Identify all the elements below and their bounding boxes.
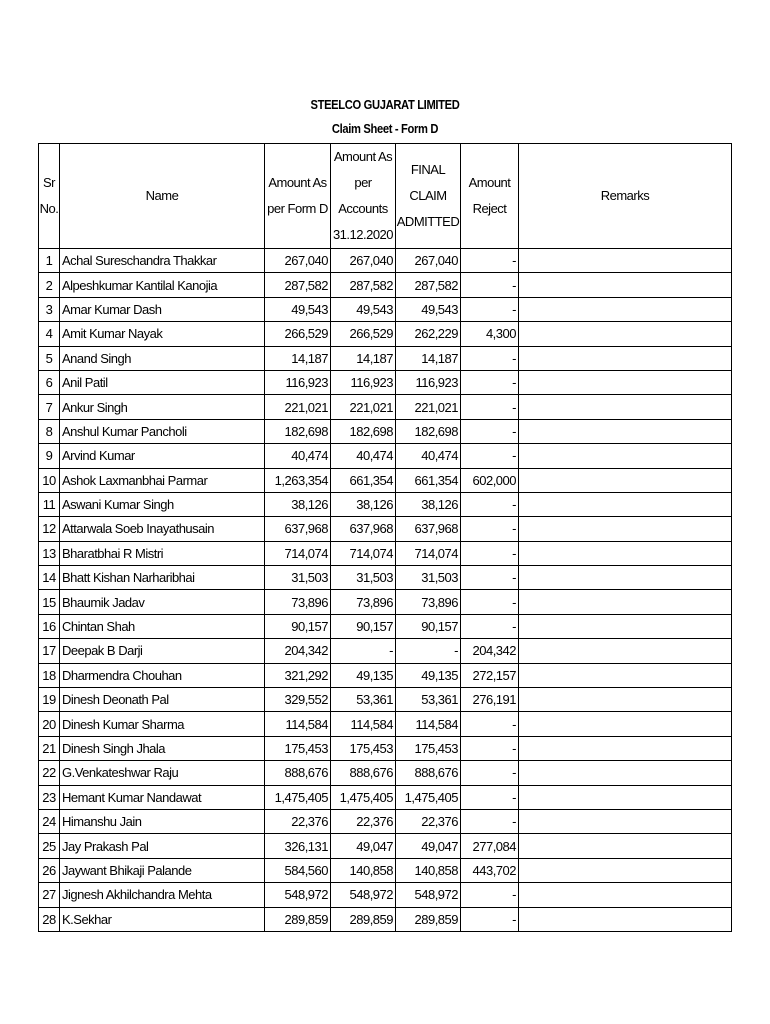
cell-final-claim: - <box>396 639 461 663</box>
table-row <box>39 858 732 882</box>
cell-amount-accounts: 266,529 <box>331 322 396 346</box>
cell-sr: 1 <box>39 249 60 273</box>
cell-sr: 17 <box>39 639 60 663</box>
cell-remarks <box>519 712 732 736</box>
cell-name: Bharatbhai R Mistri <box>60 541 265 565</box>
cell-amount-reject: - <box>461 712 519 736</box>
cell-name: Amar Kumar Dash <box>60 297 265 321</box>
cell-amount-reject: - <box>461 492 519 516</box>
cell-final-claim: 888,676 <box>396 761 461 785</box>
cell-name: Alpeshkumar Kantilal Kanojia <box>60 273 265 297</box>
table-row <box>39 419 732 443</box>
table-row <box>39 834 732 858</box>
cell-amount-form-d: 329,552 <box>265 688 331 712</box>
cell-sr: 24 <box>39 809 60 833</box>
cell-final-claim: 548,972 <box>396 883 461 907</box>
cell-amount-form-d: 175,453 <box>265 736 331 760</box>
cell-remarks <box>519 370 732 394</box>
cell-final-claim: 40,474 <box>396 444 461 468</box>
cell-name: Dinesh Singh Jhala <box>60 736 265 760</box>
cell-name: Deepak B Darji <box>60 639 265 663</box>
table-row <box>39 883 732 907</box>
cell-sr: 18 <box>39 663 60 687</box>
cell-amount-form-d: 584,560 <box>265 858 331 882</box>
cell-name: Chintan Shah <box>60 614 265 638</box>
cell-amount-reject: 602,000 <box>461 468 519 492</box>
cell-remarks <box>519 785 732 809</box>
cell-amount-form-d: 287,582 <box>265 273 331 297</box>
cell-amount-form-d: 1,475,405 <box>265 785 331 809</box>
cell-name: Ankur Singh <box>60 395 265 419</box>
cell-remarks <box>519 590 732 614</box>
cell-amount-form-d: 14,187 <box>265 346 331 370</box>
table-row <box>39 395 732 419</box>
cell-name: Dinesh Kumar Sharma <box>60 712 265 736</box>
cell-amount-accounts: 287,582 <box>331 273 396 297</box>
cell-amount-accounts: 140,858 <box>331 858 396 882</box>
table-row <box>39 517 732 541</box>
cell-sr: 4 <box>39 322 60 346</box>
cell-amount-reject: - <box>461 883 519 907</box>
cell-remarks <box>519 273 732 297</box>
cell-amount-reject: - <box>461 614 519 638</box>
cell-amount-accounts: 661,354 <box>331 468 396 492</box>
cell-amount-form-d: 114,584 <box>265 712 331 736</box>
cell-sr: 2 <box>39 273 60 297</box>
cell-name: Dinesh Deonath Pal <box>60 688 265 712</box>
cell-amount-form-d: 714,074 <box>265 541 331 565</box>
table-row <box>39 761 732 785</box>
cell-amount-reject: - <box>461 761 519 785</box>
cell-name: Arvind Kumar <box>60 444 265 468</box>
table-row <box>39 712 732 736</box>
cell-sr: 11 <box>39 492 60 516</box>
table-header <box>39 144 732 249</box>
cell-amount-form-d: 73,896 <box>265 590 331 614</box>
cell-amount-reject: - <box>461 249 519 273</box>
cell-name: Ashok Laxmanbhai Parmar <box>60 468 265 492</box>
cell-amount-reject: 443,702 <box>461 858 519 882</box>
table-row <box>39 346 732 370</box>
cell-amount-reject: 204,342 <box>461 639 519 663</box>
cell-sr: 14 <box>39 566 60 590</box>
cell-amount-accounts: 637,968 <box>331 517 396 541</box>
col-header-accounts: Amount As per Accounts 31.12.2020 <box>331 144 396 249</box>
cell-sr: 3 <box>39 297 60 321</box>
cell-amount-form-d: 637,968 <box>265 517 331 541</box>
cell-amount-reject: - <box>461 785 519 809</box>
cell-final-claim: 49,047 <box>396 834 461 858</box>
cell-amount-reject: - <box>461 273 519 297</box>
cell-amount-reject: - <box>461 517 519 541</box>
col-header-reject: Amount Reject <box>461 144 519 249</box>
table-row <box>39 566 732 590</box>
table-body <box>39 249 732 932</box>
cell-amount-accounts: 267,040 <box>331 249 396 273</box>
cell-remarks <box>519 249 732 273</box>
cell-amount-form-d: 326,131 <box>265 834 331 858</box>
cell-amount-reject: - <box>461 809 519 833</box>
cell-sr: 20 <box>39 712 60 736</box>
cell-name: Anil Patil <box>60 370 265 394</box>
cell-amount-accounts: 38,126 <box>331 492 396 516</box>
cell-amount-reject: 277,084 <box>461 834 519 858</box>
cell-amount-reject: - <box>461 346 519 370</box>
table-row <box>39 809 732 833</box>
cell-final-claim: 49,543 <box>396 297 461 321</box>
cell-final-claim: 287,582 <box>396 273 461 297</box>
cell-remarks <box>519 614 732 638</box>
cell-name: Amit Kumar Nayak <box>60 322 265 346</box>
cell-remarks <box>519 517 732 541</box>
cell-amount-reject: - <box>461 566 519 590</box>
cell-sr: 5 <box>39 346 60 370</box>
cell-name: Jay Prakash Pal <box>60 834 265 858</box>
cell-sr: 22 <box>39 761 60 785</box>
cell-amount-accounts: 175,453 <box>331 736 396 760</box>
cell-sr: 21 <box>39 736 60 760</box>
cell-sr: 6 <box>39 370 60 394</box>
cell-name: Achal Sureschandra Thakkar <box>60 249 265 273</box>
cell-remarks <box>519 395 732 419</box>
cell-amount-reject: - <box>461 370 519 394</box>
cell-sr: 12 <box>39 517 60 541</box>
document-subtitle: Claim Sheet - Form D <box>331 121 439 136</box>
cell-remarks <box>519 834 732 858</box>
cell-name: Anshul Kumar Pancholi <box>60 419 265 443</box>
cell-final-claim: 221,021 <box>396 395 461 419</box>
cell-sr: 28 <box>39 907 60 931</box>
table-row <box>39 541 732 565</box>
cell-name: Attarwala Soeb Inayathusain <box>60 517 265 541</box>
cell-name: Jignesh Akhilchandra Mehta <box>60 883 265 907</box>
table-row <box>39 322 732 346</box>
cell-final-claim: 114,584 <box>396 712 461 736</box>
cell-remarks <box>519 883 732 907</box>
cell-final-claim: 49,135 <box>396 663 461 687</box>
cell-sr: 15 <box>39 590 60 614</box>
cell-remarks <box>519 663 732 687</box>
cell-amount-form-d: 321,292 <box>265 663 331 687</box>
cell-amount-reject: - <box>461 395 519 419</box>
cell-amount-reject: 4,300 <box>461 322 519 346</box>
cell-final-claim: 38,126 <box>396 492 461 516</box>
cell-amount-reject: - <box>461 444 519 468</box>
col-header-remarks: Remarks <box>519 144 732 249</box>
cell-remarks <box>519 444 732 468</box>
cell-amount-accounts: 182,698 <box>331 419 396 443</box>
cell-sr: 26 <box>39 858 60 882</box>
cell-remarks <box>519 541 732 565</box>
cell-amount-accounts: - <box>331 639 396 663</box>
cell-amount-accounts: 53,361 <box>331 688 396 712</box>
cell-final-claim: 116,923 <box>396 370 461 394</box>
cell-amount-accounts: 888,676 <box>331 761 396 785</box>
cell-amount-accounts: 548,972 <box>331 883 396 907</box>
cell-amount-accounts: 31,503 <box>331 566 396 590</box>
table-row <box>39 907 732 931</box>
cell-amount-accounts: 73,896 <box>331 590 396 614</box>
cell-name: Dharmendra Chouhan <box>60 663 265 687</box>
cell-amount-form-d: 90,157 <box>265 614 331 638</box>
cell-final-claim: 267,040 <box>396 249 461 273</box>
cell-amount-accounts: 49,047 <box>331 834 396 858</box>
table-row <box>39 468 732 492</box>
cell-amount-accounts: 714,074 <box>331 541 396 565</box>
cell-remarks <box>519 639 732 663</box>
cell-amount-form-d: 888,676 <box>265 761 331 785</box>
cell-final-claim: 22,376 <box>396 809 461 833</box>
table-row <box>39 688 732 712</box>
cell-sr: 13 <box>39 541 60 565</box>
cell-final-claim: 14,187 <box>396 346 461 370</box>
cell-name: Bhaumik Jadav <box>60 590 265 614</box>
cell-remarks <box>519 297 732 321</box>
cell-remarks <box>519 492 732 516</box>
cell-amount-reject: - <box>461 590 519 614</box>
cell-remarks <box>519 736 732 760</box>
cell-amount-form-d: 31,503 <box>265 566 331 590</box>
cell-final-claim: 53,361 <box>396 688 461 712</box>
table-row <box>39 736 732 760</box>
cell-name: Jaywant Bhikaji Palande <box>60 858 265 882</box>
cell-amount-accounts: 14,187 <box>331 346 396 370</box>
document-title: STEELCO GUJARAT LIMITED <box>310 97 460 112</box>
cell-amount-reject: 272,157 <box>461 663 519 687</box>
table-row <box>39 297 732 321</box>
cell-remarks <box>519 858 732 882</box>
cell-amount-form-d: 266,529 <box>265 322 331 346</box>
cell-name: Anand Singh <box>60 346 265 370</box>
cell-amount-form-d: 289,859 <box>265 907 331 931</box>
cell-amount-accounts: 1,475,405 <box>331 785 396 809</box>
cell-amount-form-d: 49,543 <box>265 297 331 321</box>
cell-remarks <box>519 419 732 443</box>
table-row <box>39 663 732 687</box>
cell-amount-form-d: 1,263,354 <box>265 468 331 492</box>
col-header-final-claim: FINAL CLAIM ADMITTED <box>396 144 461 249</box>
table-row <box>39 614 732 638</box>
cell-sr: 8 <box>39 419 60 443</box>
cell-final-claim: 182,698 <box>396 419 461 443</box>
cell-amount-reject: - <box>461 419 519 443</box>
cell-sr: 27 <box>39 883 60 907</box>
cell-amount-accounts: 49,543 <box>331 297 396 321</box>
cell-amount-reject: - <box>461 541 519 565</box>
claim-table <box>38 143 732 932</box>
cell-remarks <box>519 566 732 590</box>
cell-sr: 16 <box>39 614 60 638</box>
cell-name: Bhatt Kishan Narharibhai <box>60 566 265 590</box>
table-row <box>39 249 732 273</box>
cell-remarks <box>519 346 732 370</box>
col-header-sr: Sr No. <box>39 144 60 249</box>
cell-sr: 9 <box>39 444 60 468</box>
cell-amount-accounts: 40,474 <box>331 444 396 468</box>
cell-name: Aswani Kumar Singh <box>60 492 265 516</box>
cell-final-claim: 175,453 <box>396 736 461 760</box>
cell-amount-reject: - <box>461 297 519 321</box>
table-row <box>39 492 732 516</box>
cell-sr: 25 <box>39 834 60 858</box>
cell-sr: 23 <box>39 785 60 809</box>
cell-sr: 7 <box>39 395 60 419</box>
cell-amount-form-d: 548,972 <box>265 883 331 907</box>
table-row <box>39 785 732 809</box>
cell-sr: 19 <box>39 688 60 712</box>
cell-final-claim: 90,157 <box>396 614 461 638</box>
cell-amount-form-d: 22,376 <box>265 809 331 833</box>
cell-remarks <box>519 809 732 833</box>
cell-amount-form-d: 40,474 <box>265 444 331 468</box>
cell-name: G.Venkateshwar Raju <box>60 761 265 785</box>
cell-amount-accounts: 116,923 <box>331 370 396 394</box>
cell-amount-form-d: 116,923 <box>265 370 331 394</box>
cell-name: Himanshu Jain <box>60 809 265 833</box>
table-row <box>39 639 732 663</box>
cell-final-claim: 73,896 <box>396 590 461 614</box>
cell-final-claim: 289,859 <box>396 907 461 931</box>
cell-remarks <box>519 761 732 785</box>
cell-amount-form-d: 204,342 <box>265 639 331 663</box>
cell-amount-reject: - <box>461 907 519 931</box>
table-row <box>39 444 732 468</box>
cell-amount-accounts: 289,859 <box>331 907 396 931</box>
cell-remarks <box>519 688 732 712</box>
cell-final-claim: 637,968 <box>396 517 461 541</box>
cell-remarks <box>519 322 732 346</box>
cell-final-claim: 661,354 <box>396 468 461 492</box>
cell-sr: 10 <box>39 468 60 492</box>
cell-name: K.Sekhar <box>60 907 265 931</box>
cell-amount-accounts: 90,157 <box>331 614 396 638</box>
cell-amount-form-d: 221,021 <box>265 395 331 419</box>
cell-amount-accounts: 114,584 <box>331 712 396 736</box>
cell-final-claim: 140,858 <box>396 858 461 882</box>
table-row <box>39 590 732 614</box>
cell-amount-form-d: 182,698 <box>265 419 331 443</box>
cell-final-claim: 714,074 <box>396 541 461 565</box>
cell-final-claim: 262,229 <box>396 322 461 346</box>
cell-amount-accounts: 49,135 <box>331 663 396 687</box>
cell-amount-accounts: 22,376 <box>331 809 396 833</box>
cell-name: Hemant Kumar Nandawat <box>60 785 265 809</box>
cell-amount-reject: - <box>461 736 519 760</box>
cell-remarks <box>519 468 732 492</box>
table-row <box>39 273 732 297</box>
cell-amount-accounts: 221,021 <box>331 395 396 419</box>
table-row <box>39 370 732 394</box>
col-header-name: Name <box>60 144 265 249</box>
cell-remarks <box>519 907 732 931</box>
cell-final-claim: 31,503 <box>396 566 461 590</box>
col-header-form-d: Amount As per Form D <box>265 144 331 249</box>
cell-final-claim: 1,475,405 <box>396 785 461 809</box>
cell-amount-form-d: 267,040 <box>265 249 331 273</box>
cell-amount-reject: 276,191 <box>461 688 519 712</box>
cell-amount-form-d: 38,126 <box>265 492 331 516</box>
